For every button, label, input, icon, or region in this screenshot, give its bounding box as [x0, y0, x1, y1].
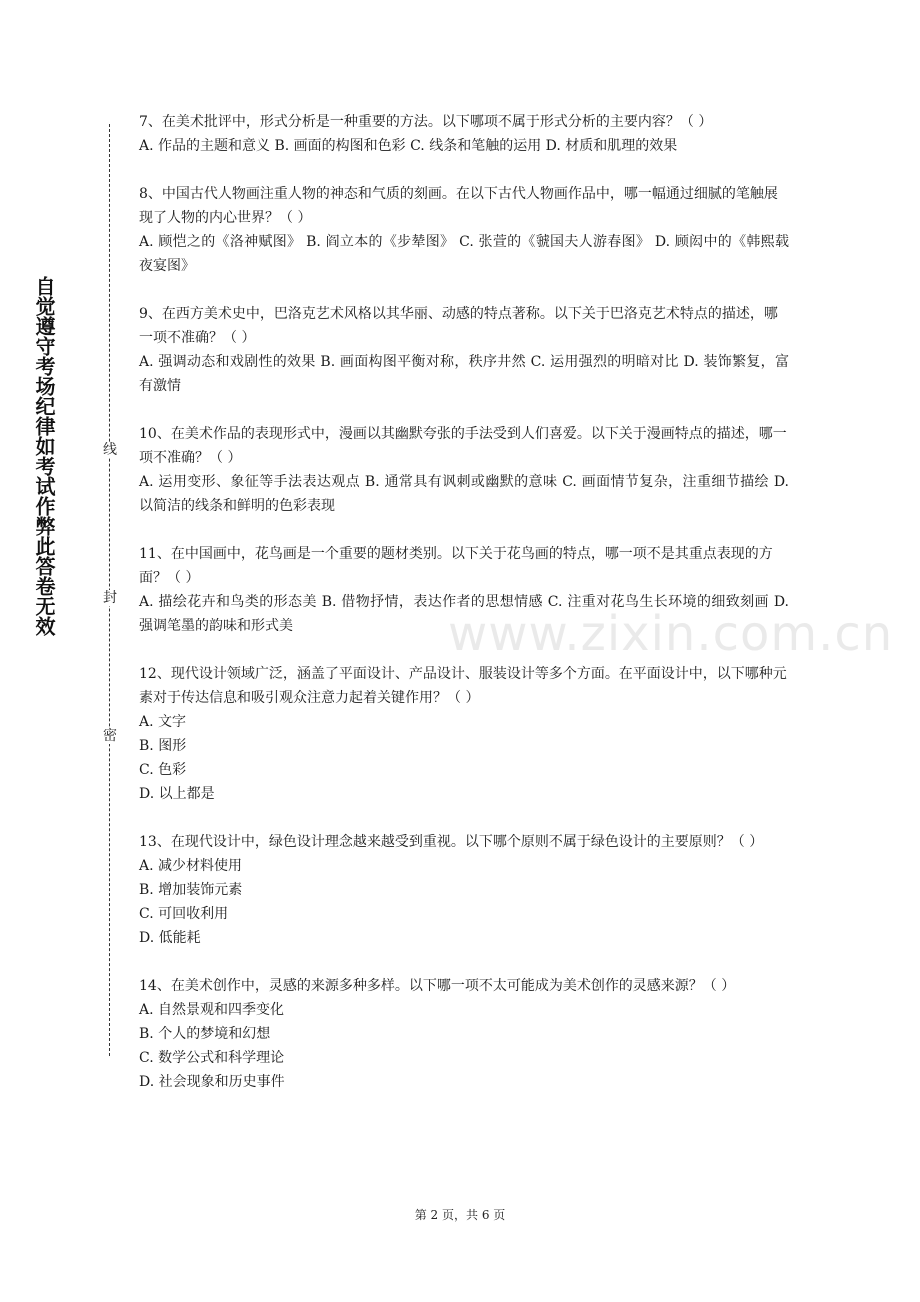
question-8: [139, 182, 789, 278]
question-10: [139, 422, 789, 518]
question-options: A. 顾恺之的《洛神赋图》 B. 阎立本的《步辇图》 C. 张萱的《虢国夫人游春图》 D. 顾闳中的《韩熙载夜宴图》: [139, 234, 789, 274]
option-c: C. 数学公式和科学理论: [139, 1050, 285, 1066]
watermark: www.zixin.com.cn: [448, 606, 894, 662]
question-stem: 9、在西方美术史中，巴洛克艺术风格以其华丽、动感的特点著称。以下关于巴洛克艺术特点的描述，哪一项不准确？（ ）: [139, 306, 778, 346]
question-stem: 12、现代设计领域广泛，涵盖了平面设计、产品设计、服装设计等多个方面。在平面设计中，以下哪种元素对于传达信息和吸引观众注意力起着关键作用？（ ）: [139, 666, 787, 706]
question-options: A. 强调动态和戏剧性的效果 B. 画面构图平衡对称，秩序井然 C. 运用强烈的明暗对比 D. 装饰繁复，富有激情: [139, 354, 789, 394]
option-b: B. 个人的梦境和幻想: [139, 1026, 271, 1042]
option-d: D. 社会现象和历史事件: [139, 1074, 285, 1090]
question-stem: 8、中国古代人物画注重人物的神态和气质的刻画。在以下古代人物画作品中，哪一幅通过细腻的笔触展现了人物的内心世界？（ ）: [139, 186, 778, 226]
question-stem: 14、在美术创作中，灵感的来源多种多样。以下哪一项不太可能成为美术创作的灵感来源？（ ）: [139, 978, 736, 994]
question-stem: 11、在中国画中，花鸟画是一个重要的题材类别。以下关于花鸟画的特点，哪一项不是其重点表现的方面？（ ）: [139, 546, 773, 586]
exam-rules-notice: 自觉遵守考场纪律如考试作弊此答卷无效: [32, 276, 56, 636]
option-d: D. 以上都是: [139, 786, 215, 802]
option-d: D. 低能耗: [139, 930, 201, 946]
option-c: C. 可回收利用: [139, 906, 229, 922]
binding-label-secret: 密: [103, 728, 117, 744]
binding-label-seal: 封: [103, 590, 117, 606]
option-b: B. 图形: [139, 738, 187, 754]
option-c: C. 色彩: [139, 762, 187, 778]
page-footer: 第 2 页，共 6 页: [414, 1208, 506, 1222]
question-13: [139, 830, 789, 950]
option-a: A. 减少材料使用: [139, 858, 243, 874]
question-11: [139, 542, 789, 638]
question-stem: 7、在美术批评中，形式分析是一种重要的方法。以下哪项不属于形式分析的主要内容？（ ）: [139, 114, 713, 130]
question-stem: 13、在现代设计中，绿色设计理念越来越受到重视。以下哪个原则不属于绿色设计的主要原则？（ ）: [139, 834, 764, 850]
question-options: A. 描绘花卉和鸟类的形态美 B. 借物抒情，表达作者的思想情感 C. 注重对花鸟生长环境的细致刻画 D. 强调笔墨的韵味和形式美: [139, 594, 789, 634]
option-a: A. 文字: [139, 714, 187, 730]
option-b: B. 增加装饰元素: [139, 882, 243, 898]
option-a: A. 自然景观和四季变化: [139, 1002, 285, 1018]
question-14: [139, 974, 789, 1094]
question-stem: 10、在美术作品的表现形式中，漫画以其幽默夸张的手法受到人们喜爱。以下关于漫画特点的描述，哪一项不准确？（ ）: [139, 426, 787, 466]
question-options: A. 运用变形、象征等手法表达观点 B. 通常具有讽刺或幽默的意味 C. 画面情节复杂，注重细节描绘 D. 以简洁的线条和鲜明的色彩表现: [139, 474, 789, 514]
question-12: [139, 662, 789, 806]
question-options: A. 作品的主题和意义 B. 画面的构图和色彩 C. 线条和笔触的运用 D. 材质和肌理的效果: [139, 138, 678, 154]
question-list: [139, 110, 789, 1118]
question-9: [139, 302, 789, 398]
question-7: [139, 110, 789, 158]
binding-label-line: 线: [103, 442, 117, 458]
